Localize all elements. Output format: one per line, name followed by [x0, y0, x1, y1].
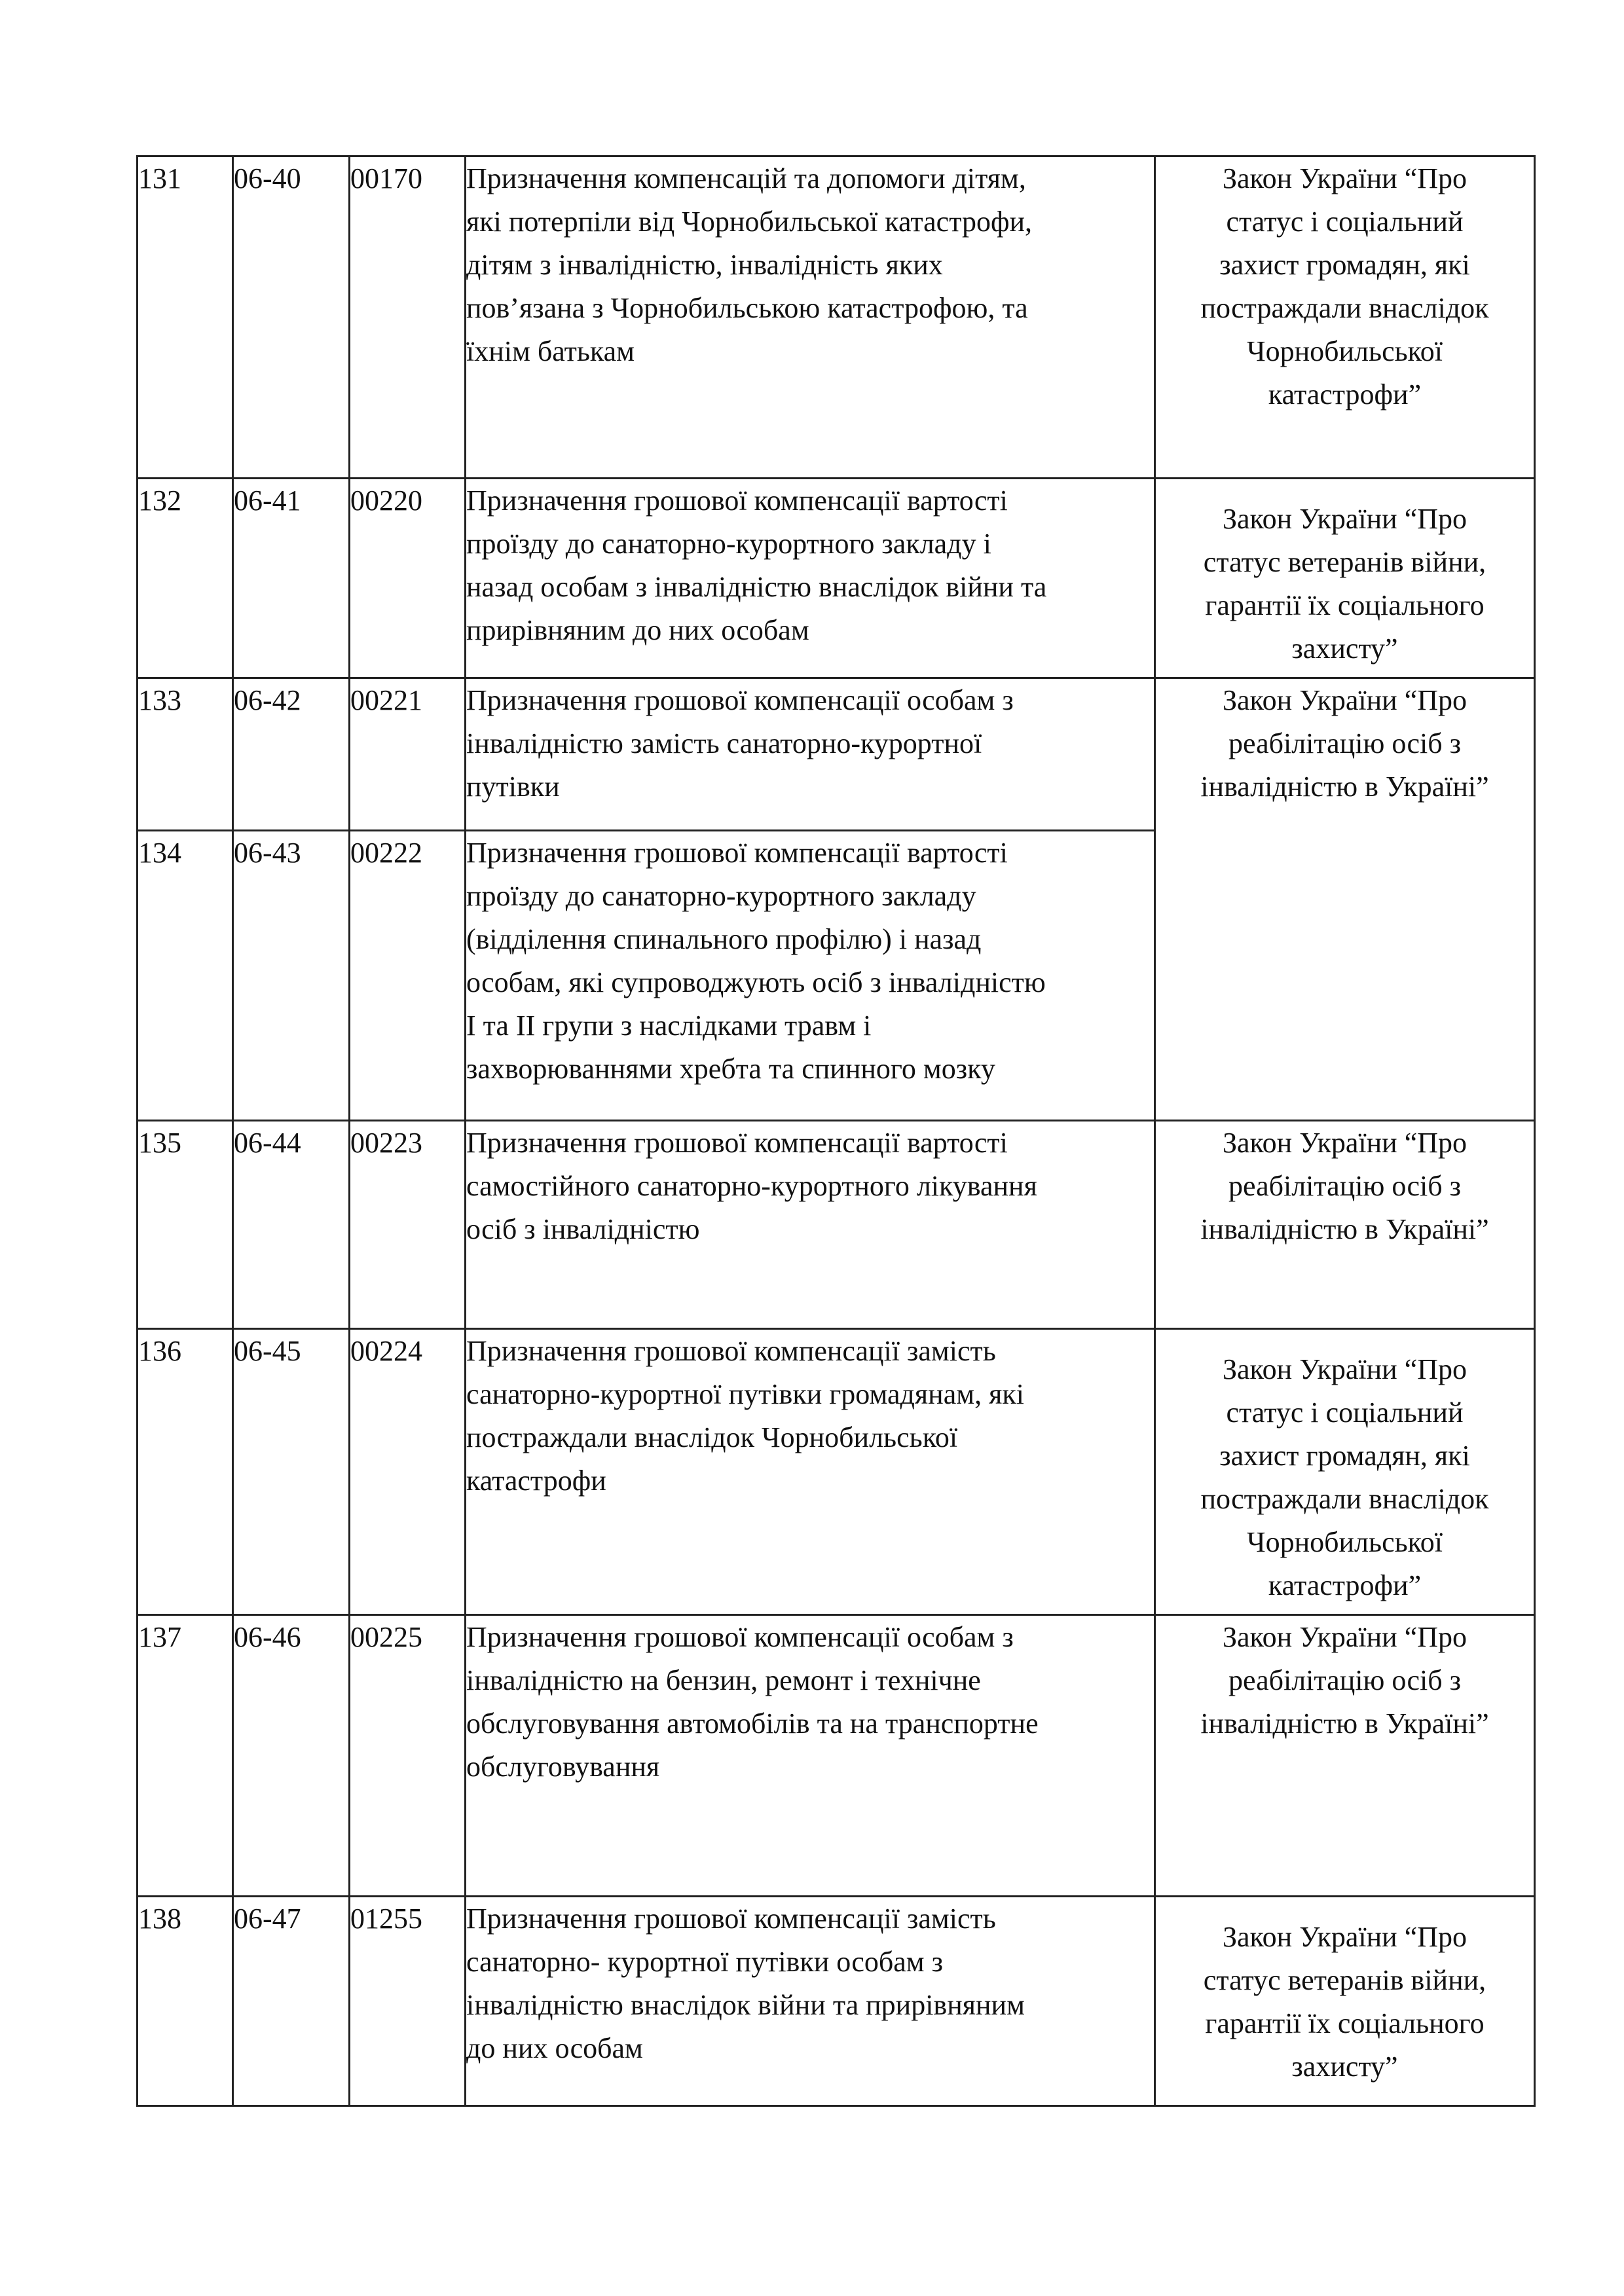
service-description: Призначення грошової компенсації вартості проїзду до санаторно-курортного закладу (відділення спинального профілю) і назад особам, які супроводжують осіб з інвалідністю I та II групи з наслідками травм і захворюваннями хребта та спинного мозку [466, 831, 1155, 1121]
service-description: Призначення грошової компенсації особам з інвалідністю на бензин, ремонт і технічне обслуговування автомобілів та на транспортне обслуговування [466, 1615, 1155, 1897]
legal-basis: Закон України “Про статус ветеранів війни, гарантії їх соціального захисту” [1155, 1897, 1535, 2106]
service-code: 06-40 [233, 156, 350, 479]
service-code: 06-45 [233, 1329, 350, 1615]
service-code: 06-46 [233, 1615, 350, 1897]
service-id: 01255 [350, 1897, 466, 2106]
legal-basis: Закон України “Про реабілітацію осіб з інвалідністю в Україні” [1155, 1121, 1535, 1329]
service-code: 06-41 [233, 479, 350, 678]
table-row [138, 1121, 1535, 1329]
service-id: 00225 [350, 1615, 466, 1897]
service-description: Призначення грошової компенсації особам з інвалідністю замість санаторно-курортної путівки [466, 678, 1155, 831]
row-number: 136 [138, 1329, 233, 1615]
legal-basis: Закон України “Про реабілітацію осіб з інвалідністю в Україні” [1155, 1615, 1535, 1897]
service-description: Призначення компенсацій та допомоги дітям, які потерпіли від Чорнобильської катастрофи, дітям з інвалідністю, інвалідність яких пов’язана з Чорнобильською катастрофою, та їхнім батькам [466, 156, 1155, 479]
table-row [138, 1615, 1535, 1897]
table-row [138, 678, 1535, 831]
legal-basis: Закон України “Про статус ветеранів війни, гарантії їх соціального захисту” [1155, 479, 1535, 678]
service-code: 06-43 [233, 831, 350, 1121]
row-number: 138 [138, 1897, 233, 2106]
table-row [138, 1329, 1535, 1615]
service-description: Призначення грошової компенсації замість санаторно-курортної путівки громадянам, які постраждали внаслідок Чорнобильської катастрофи [466, 1329, 1155, 1615]
service-code: 06-47 [233, 1897, 350, 2106]
service-id: 00222 [350, 831, 466, 1121]
row-number: 134 [138, 831, 233, 1121]
table-row [138, 1897, 1535, 2106]
table-row [138, 479, 1535, 678]
service-id: 00223 [350, 1121, 466, 1329]
service-id: 00170 [350, 156, 466, 479]
row-number: 132 [138, 479, 233, 678]
row-number: 135 [138, 1121, 233, 1329]
service-id: 00221 [350, 678, 466, 831]
row-number: 131 [138, 156, 233, 479]
legal-basis: Закон України “Про статус і соціальний захист громадян, які постраждали внаслідок Чорнобильської катастрофи” [1155, 1329, 1535, 1615]
service-description: Призначення грошової компенсації вартості проїзду до санаторно-курортного закладу і назад особам з інвалідністю внаслідок війни та прирівняним до них особам [466, 479, 1155, 678]
service-id: 00224 [350, 1329, 466, 1615]
service-id: 00220 [350, 479, 466, 678]
row-number: 133 [138, 678, 233, 831]
services-table [136, 155, 1536, 2107]
legal-basis: Закон України “Про реабілітацію осіб з інвалідністю в Україні” [1155, 678, 1535, 1121]
service-description: Призначення грошової компенсації замість санаторно- курортної путівки особам з інвалідністю внаслідок війни та прирівняним до них особам [466, 1897, 1155, 2106]
legal-basis: Закон України “Про статус і соціальний захист громадян, які постраждали внаслідок Чорнобильської катастрофи” [1155, 156, 1535, 479]
row-number: 137 [138, 1615, 233, 1897]
service-description: Призначення грошової компенсації вартості самостійного санаторно-курортного лікування осіб з інвалідністю [466, 1121, 1155, 1329]
service-code: 06-42 [233, 678, 350, 831]
service-code: 06-44 [233, 1121, 350, 1329]
table-row [138, 156, 1535, 479]
